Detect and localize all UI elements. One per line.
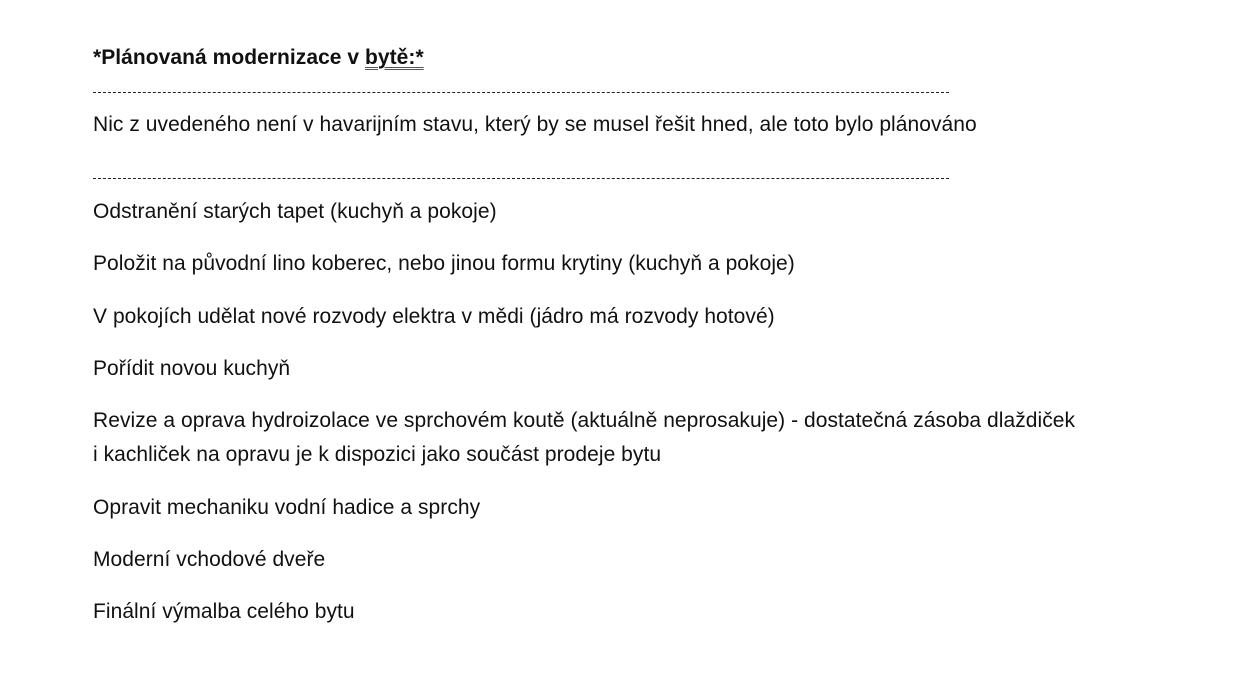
list-item: V pokojích udělat nové rozvody elektra v mědi (jádro má rozvody hotové) xyxy=(93,305,775,328)
list-item: Opravit mechaniku vodní hadice a sprchy xyxy=(93,496,481,519)
title-underlined-word[interactable]: bytě:* xyxy=(365,46,424,69)
list-item: Revize a oprava hydroizolace ve sprchovém koutě (aktuálně neprosakuje) - dostatečná zásoba dlaždiček i kachliček na opravu je k dispozici jako součást prodeje bytu xyxy=(93,409,1076,466)
separator-line-bottom xyxy=(93,178,949,179)
list-item: Finální výmalba celého bytu xyxy=(93,600,355,623)
list-item: Pořídit novou kuchyň xyxy=(93,357,291,380)
list-item: Odstranění starých tapet (kuchyň a pokoje) xyxy=(93,200,497,223)
note-text: Nic z uvedeného není v havarijním stavu, který by se musel řešit hned, ale toto bylo plánováno xyxy=(93,113,977,136)
document-title xyxy=(93,43,424,73)
list-item: Položit na původní lino koberec, nebo jinou formu krytiny (kuchyň a pokoje) xyxy=(93,252,795,275)
separator-line-top xyxy=(93,92,949,93)
list-item: Moderní vchodové dveře xyxy=(93,548,326,571)
title-text: *Plánovaná modernizace v xyxy=(93,46,366,69)
